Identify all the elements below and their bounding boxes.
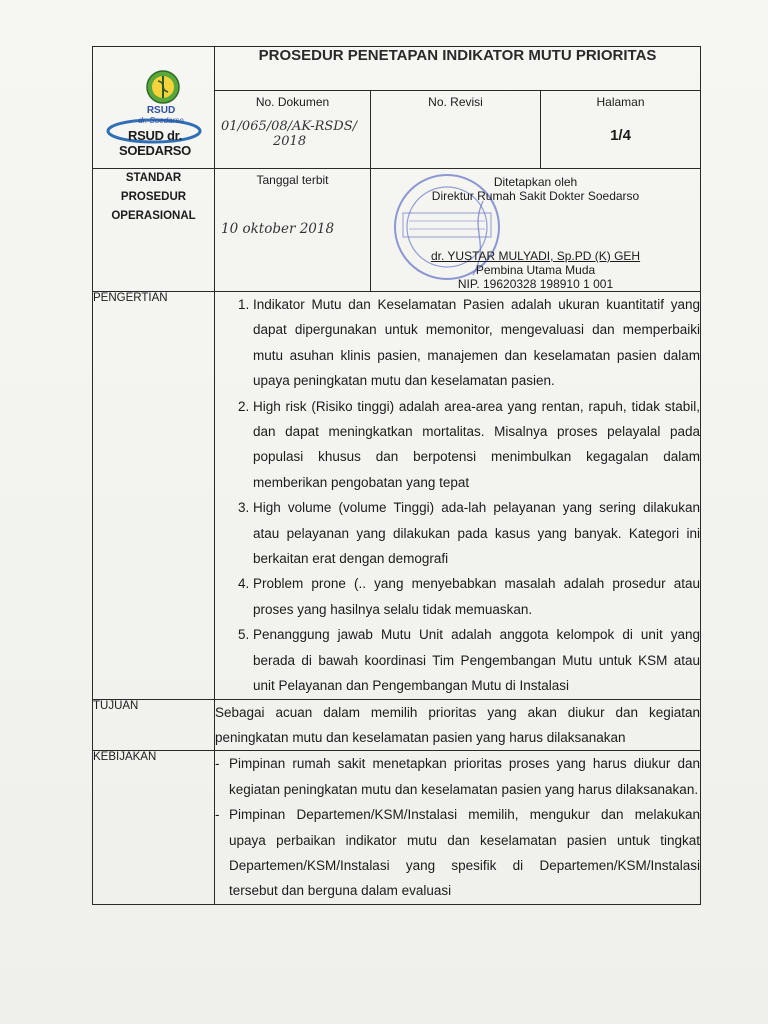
tujuan-content: Sebagai acuan dalam memilih prioritas yang akan diukur dan kegiatan peningkatan mutu dan keselamatan pasien yang harus dilaksanakan	[215, 699, 701, 751]
pengertian-item: 4. Problem prone (.. yang menyebabkan masalah adalah prosedur atau proses yang hasilnya selalu tidak memuaskan.	[253, 571, 700, 622]
sop-table	[92, 46, 701, 905]
sop-label-line3: OPERASIONAL	[111, 210, 196, 222]
halaman-label: Halaman	[596, 95, 645, 110]
kebijakan-item: - Pimpinan Departemen/KSM/Instalasi memilih, mengukur dan melakukan upaya perbaikan indikator mutu dan keselamatan pasien untuk tingkat Departemen/KSM/Instalasi yang spesifik di Departemen/KSM/Instalasi tersebut dan berguna dalam evaluasi	[215, 802, 700, 904]
tanggal-terbit-cell	[215, 169, 371, 292]
pengertian-label: PENGERTIAN	[93, 292, 215, 700]
no-dokumen-value-1: 01/065/08/AK-RSDS/	[221, 119, 357, 135]
pengertian-item: 1. Indikator Mutu dan Keselamatan Pasien adalah ukuran kuantitatif yang dapat dipergunakan untuk memonitor, mengevaluasi dan memperbaiki mutu asuhan klinis pasien, manajemen dan keselamatan pasien dalam upaya peningkatan mutu dan keselamatan pasien.	[253, 292, 700, 394]
sop-label-line2: PROSEDUR	[120, 191, 187, 203]
director-nip: NIP. 19620328 198910 1 001	[457, 277, 614, 291]
no-dokumen-label: No. Dokumen	[255, 95, 330, 110]
sop-label-cell	[93, 169, 215, 292]
kebijakan-label: KEBIJAKAN	[93, 751, 215, 904]
no-revisi-label: No. Revisi	[428, 95, 483, 110]
pengertian-content	[215, 292, 701, 700]
halaman-cell	[541, 91, 701, 169]
sop-label-line1: STANDAR	[125, 172, 182, 184]
tujuan-label: TUJUAN	[93, 699, 215, 751]
kebijakan-item: - Pimpinan rumah sakit menetapkan prioritas proses yang harus diukur dan kegiatan peningkatan mutu dan keselamatan pasien yang harus dilaksanakan.	[215, 751, 700, 802]
pengertian-list	[215, 292, 700, 699]
ditetapkan-label: Ditetapkan oleh	[493, 175, 578, 189]
pengertian-item: 2. High risk (Risiko tinggi) adalah area-area yang rentan, rapuh, tidak stabil, dan dapat meningkatkan mortalitas. Misalnya proses pelayalal pada populasi khusus dan berpotensi menimbulkan kegagalan dalam memberikan pengobatan yang tepat	[253, 394, 700, 496]
pengertian-item: 3. High volume (volume Tinggi) ada-lah pelayanan yang sering dilakukan atau pelayanan yang dilakukan pada kasus yang banyak. Kategori ini berkaitan erat dengan demografi	[253, 495, 700, 571]
no-dokumen-cell	[215, 91, 371, 169]
kebijakan-list	[215, 751, 700, 903]
tanggal-terbit-value: 10 oktober 2018	[221, 221, 335, 237]
approval-cell	[371, 169, 701, 292]
no-dokumen-value-2: 2018	[273, 134, 307, 150]
document-title: PROSEDUR PENETAPAN INDIKATOR MUTU PRIORITAS	[215, 47, 701, 91]
halaman-value: 1/4	[610, 127, 631, 145]
kebijakan-content	[215, 751, 701, 904]
pengertian-item: 5. Penanggung jawab Mutu Unit adalah anggota kelompok di unit yang berada di bawah koordinasi Tim Pengembangan Mutu untuk KSM atau unit Pelayanan dan Pengembangan Mutu di Instalasi	[253, 622, 700, 698]
director-rank: Pembina Utama Muda	[475, 263, 596, 277]
ditetapkan-jabatan: Direktur Rumah Sakit Dokter Soedarso	[431, 189, 640, 203]
director-name: dr. YUSTAR MULYADI, Sp.PD (K) GEH	[430, 249, 641, 263]
logo-cell	[93, 47, 215, 169]
tanggal-terbit-label: Tanggal terbit	[256, 173, 329, 187]
svg-text:dr. Soedarso: dr. Soedarso	[138, 116, 184, 125]
no-revisi-cell	[371, 91, 541, 169]
svg-text:RSUD: RSUD	[146, 105, 176, 116]
hospital-name: RSUD dr. SOEDARSO	[118, 128, 191, 158]
